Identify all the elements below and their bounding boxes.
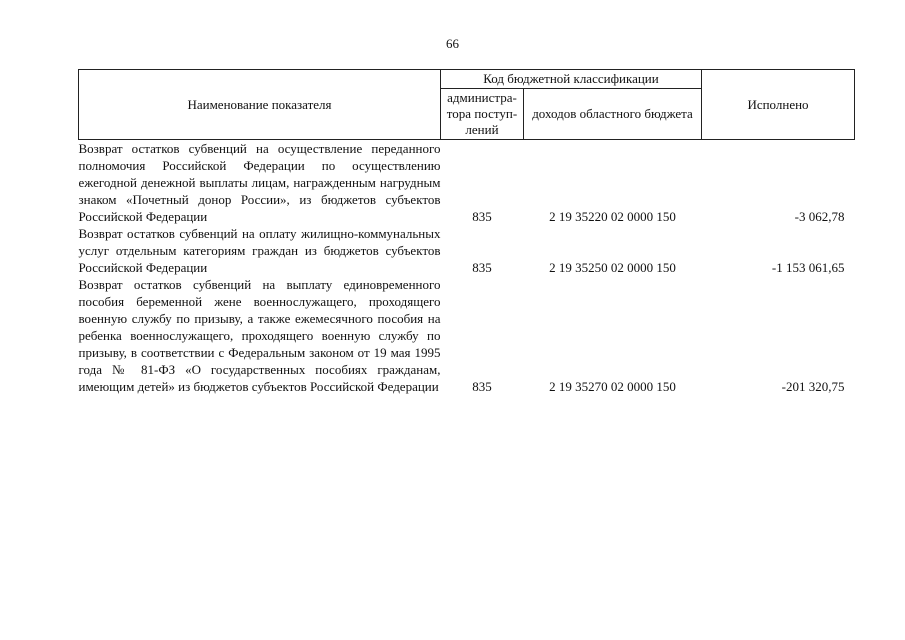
header-budget-classification: Код бюджетной классификации	[441, 70, 702, 89]
page-number: 66	[446, 36, 459, 51]
table-row	[79, 276, 855, 395]
row-admin-code: 835	[472, 260, 492, 275]
row-income-code: 2 19 35250 02 0000 150	[549, 260, 676, 275]
header-name: Наименование показателя	[79, 70, 441, 140]
row-name: Возврат остатков субвенций на выплату единовременного пособия беременной жене военнослужащего, проходящего военную службу по призыву, а также ежемесячного пособия на ребенка военнослужащего, проходящего военную службу по призыву, в соответствии с Федеральным законом от 19 мая 1995 года № 81-ФЗ «О государственных пособиях гражданам, имеющим детей» из бюджетов субъектов Российской Федерации	[78, 277, 441, 394]
header-executed: Исполнено	[702, 70, 855, 140]
table-header	[79, 70, 855, 140]
row-admin-code: 835	[472, 379, 492, 394]
table-row	[79, 140, 855, 226]
budget-table	[78, 69, 855, 395]
row-income-code: 2 19 35270 02 0000 150	[549, 379, 676, 394]
row-amount: -1 153 061,65	[771, 260, 845, 275]
table-body	[79, 140, 855, 396]
header-income-code: доходов областного бюджета	[524, 89, 702, 140]
row-name: Возврат остатков субвенций на осуществление переданного полномочия Российской Федерации по осуществлению ежегодной денежной выплаты лицам, награжденным нагрудным знаком «Почетный донор России», из бюджетов субъектов Российской Федерации	[78, 141, 441, 224]
row-name: Возврат остатков субвенций на оплату жилищно-коммунальных услуг отдельным категориям граждан из бюджетов субъектов Российской Федерации	[78, 226, 441, 275]
row-admin-code: 835	[472, 209, 492, 224]
header-administrator: администра-тора поступ-лений	[441, 89, 524, 140]
table-row	[79, 225, 855, 276]
row-income-code: 2 19 35220 02 0000 150	[549, 209, 676, 224]
row-amount: -3 062,78	[794, 209, 845, 224]
row-amount: -201 320,75	[781, 379, 845, 394]
